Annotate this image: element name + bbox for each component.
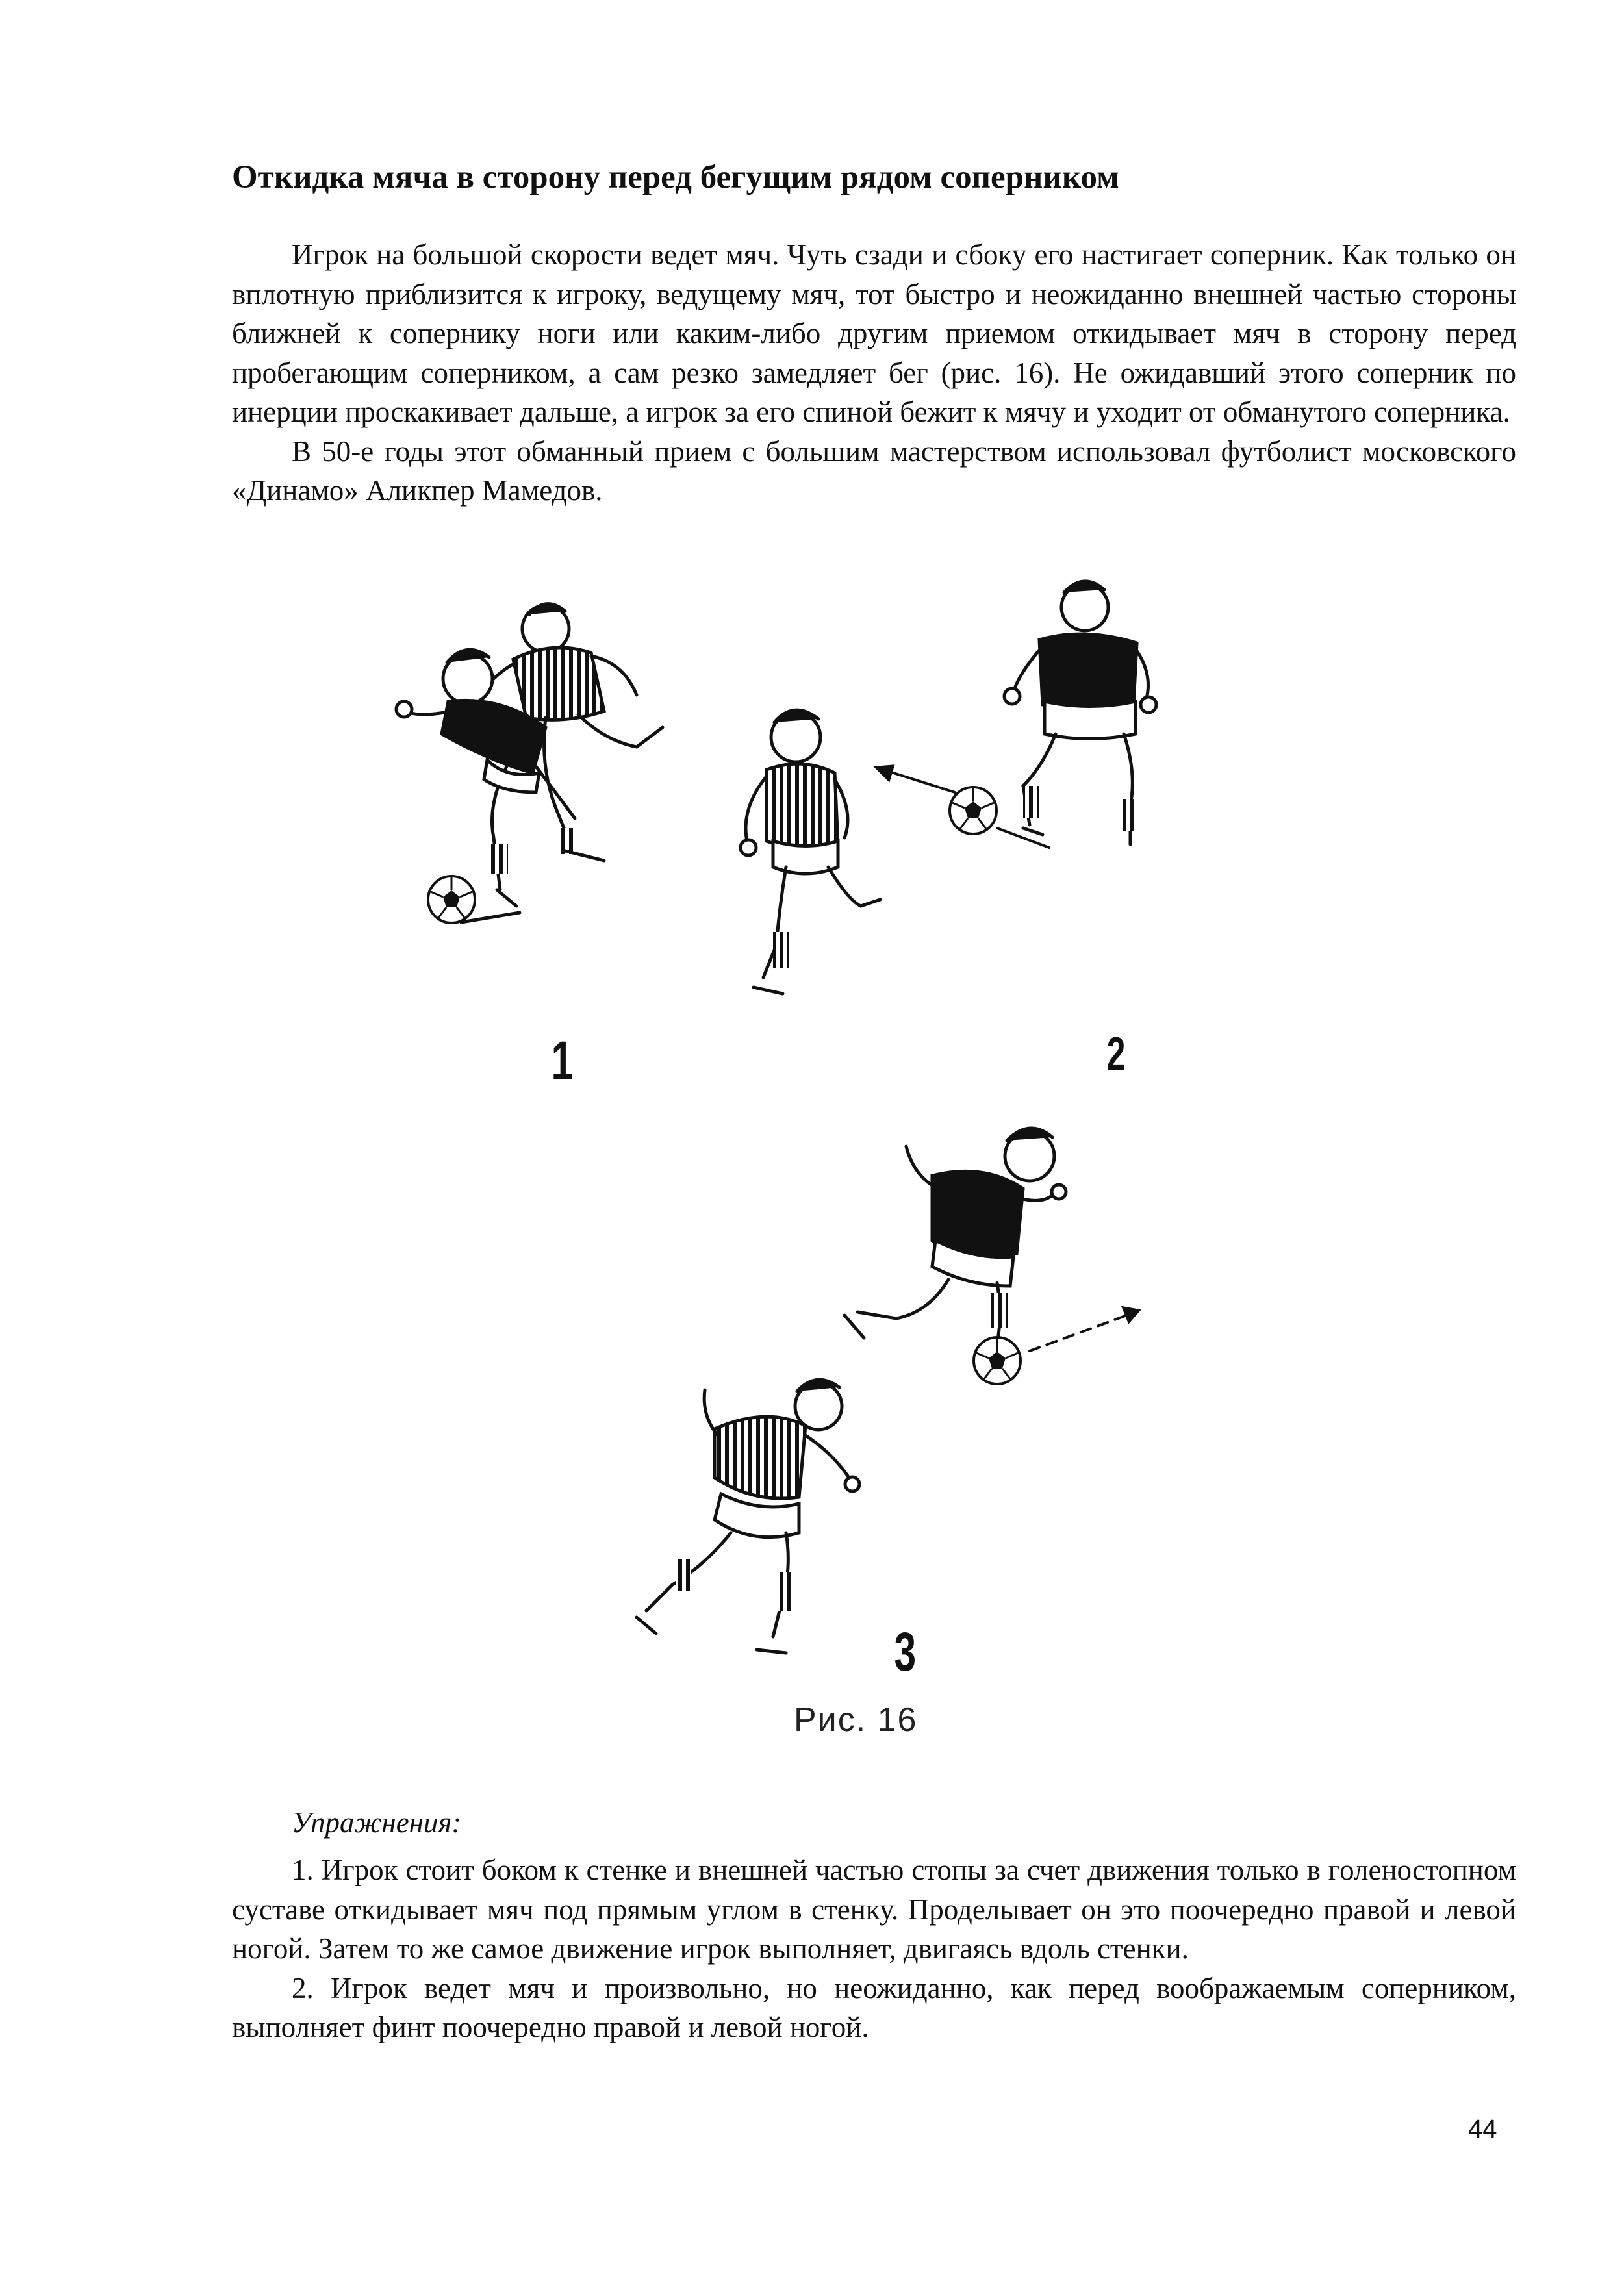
scene-3-players bbox=[637, 1128, 1138, 1653]
ball-scene-2 bbox=[950, 787, 996, 834]
section-title: Откидка мяча в сторону перед бегущим рядом соперником bbox=[232, 159, 1119, 196]
scene-2-players bbox=[741, 581, 1156, 994]
exercise-item: 2. Игрок ведет мяч и произвольно, но неожиданно, как перед воображаемым соперником, выполняет финт поочередно правой и левой ногой. bbox=[232, 1971, 1516, 2043]
exercises-list bbox=[232, 1850, 1516, 2047]
intro-paragraph: Игрок на большой скорости ведет мяч. Чуть сзади и сбоку его настигает соперник. Как только он вплотную приблизится к игроку, ведущему мяч, тот быстро и неожиданно внешней частью стороны ближней к сопернику ноги или каким-либо другим приемом откидывает мяч в сторону перед пробегающим соперником, а сам резко замедляет бег (рис. 16). Не ожидавший этого соперник по инерции проскакивает дальше, а игрок за его спиной бежит к мячу и уходит от обманутого соперника. bbox=[232, 238, 1516, 428]
figure-caption: Рис. 16 bbox=[794, 1701, 918, 1739]
exercises-heading: Упражнения: bbox=[292, 1806, 462, 1839]
intro-text bbox=[232, 235, 1516, 511]
page-number: 44 bbox=[1468, 2115, 1497, 2143]
figure-label-1: 1 bbox=[551, 1030, 574, 1091]
exercise-item: 1. Игрок стоит боком к стенке и внешней частью стопы за счет движения только в голеностопном суставе откидывает мяч под прямым углом в стенку. Проделывает он это поочередно правой и левой ногой. Затем то же самое движение игрок выполняет, двигаясь вдоль стенки. bbox=[232, 1854, 1516, 1965]
figure-label-2: 2 bbox=[1106, 1028, 1126, 1080]
scene-1-players bbox=[396, 604, 663, 922]
football-players-drawing bbox=[390, 572, 1299, 1773]
intro-paragraph: В 50-е годы этот обманный прием с большим мастерством использовал футболист московского «Динамо» Аликпер Мамедов. bbox=[232, 435, 1516, 507]
figure-label-3: 3 bbox=[894, 1621, 917, 1682]
ball-scene-3 bbox=[974, 1337, 1021, 1384]
figure-16-illustration bbox=[390, 572, 1299, 1773]
ball-scene-1 bbox=[428, 876, 475, 923]
